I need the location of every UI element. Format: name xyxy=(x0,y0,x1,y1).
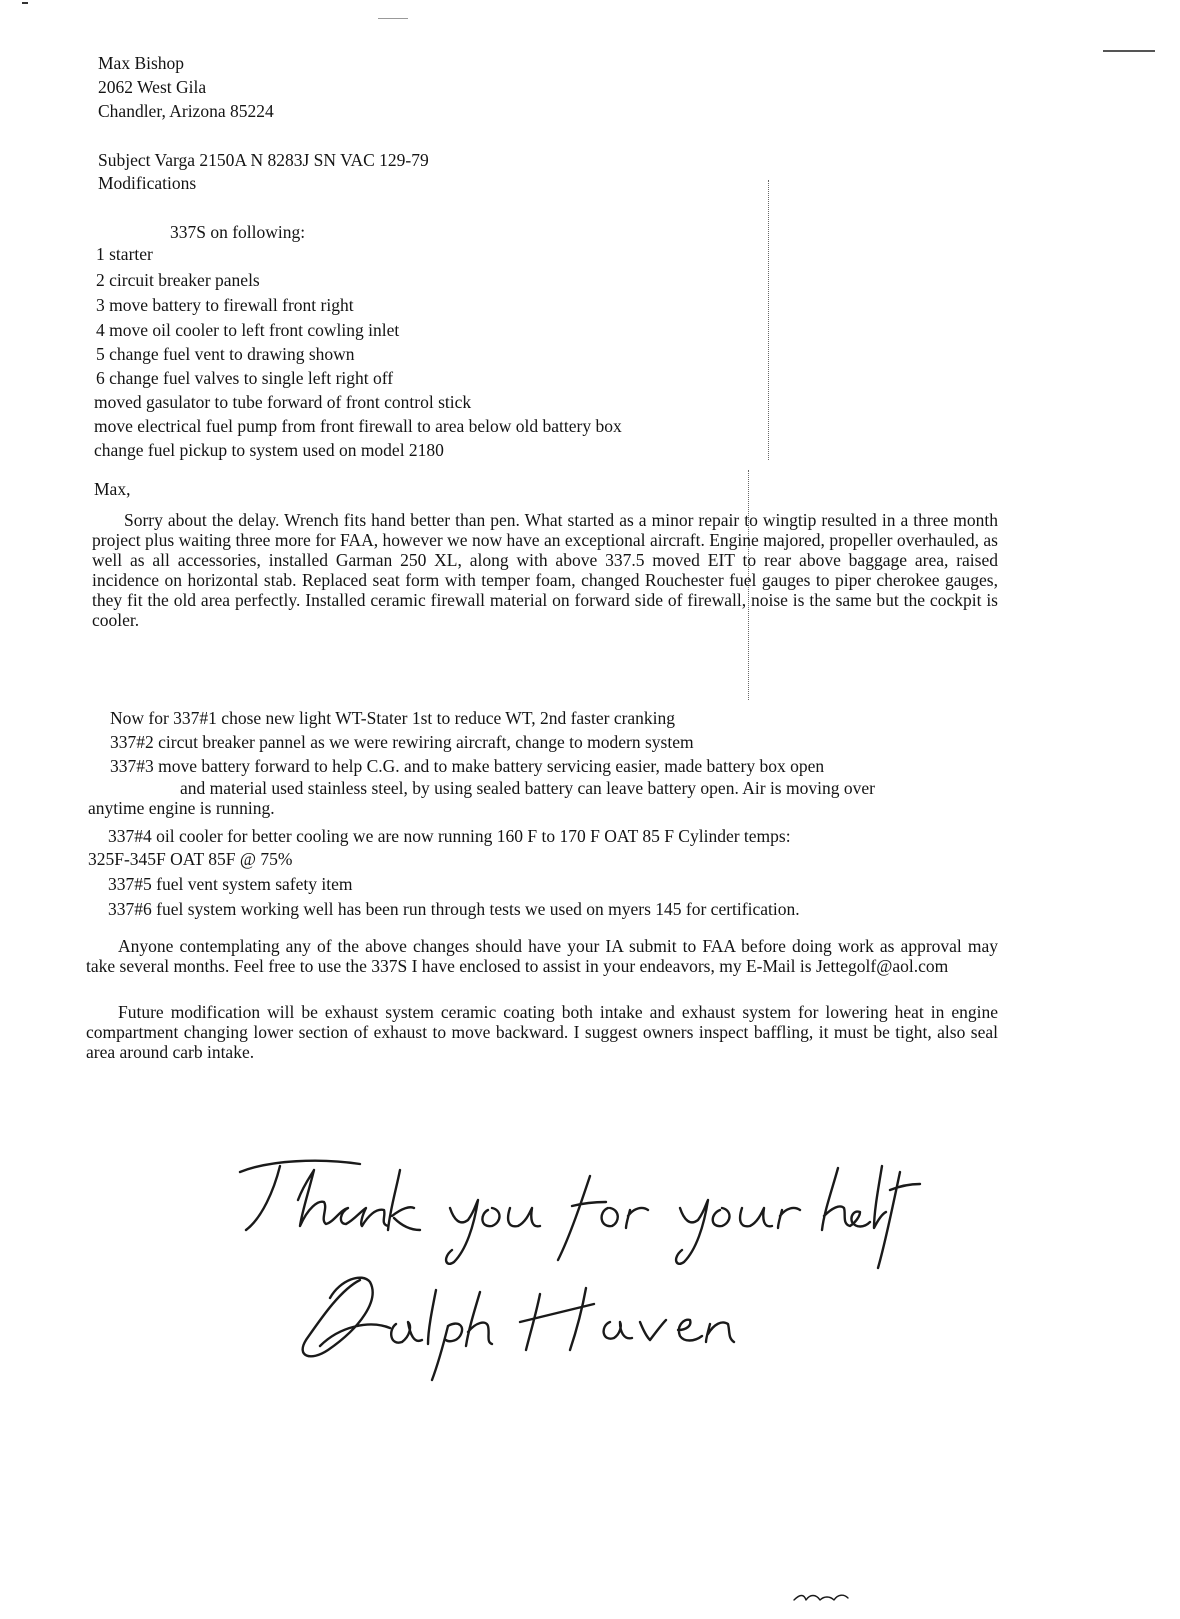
scan-speck xyxy=(22,2,28,4)
sender-city: Chandler, Arizona 85224 xyxy=(98,101,274,121)
salutation: Max, xyxy=(94,479,131,499)
note-337-5: 337#5 fuel vent system safety item xyxy=(108,874,353,894)
note-337-4: 337#4 oil cooler for better cooling we are now running 160 F to 170 F OAT 85 F Cylinder temps: xyxy=(108,826,791,846)
list-item: change fuel pickup to system used on model 2180 xyxy=(94,440,444,460)
body-paragraph: Anyone contemplating any of the above changes should have your IA submit to FAA before doing work as approval may take several months. Feel free to use the 337S I have enclosed to assist in your endeavors, my E-Mail is Jettegolf@aol.com xyxy=(86,936,998,976)
list-item: move electrical fuel pump from front firewall to area below old battery box xyxy=(94,416,622,436)
handwritten-mark xyxy=(792,1588,852,1608)
list-item: 5 change fuel vent to drawing shown xyxy=(96,344,355,364)
subject-line: Subject Varga 2150A N 8283J SN VAC 129-79 xyxy=(98,150,429,170)
list-item: 4 move oil cooler to left front cowling inlet xyxy=(96,320,400,340)
note-337-6: 337#6 fuel system working well has been run through tests we used on myers 145 for certification. xyxy=(108,899,800,919)
list-item: 1 starter xyxy=(96,244,153,264)
list-item: 3 move battery to firewall front right xyxy=(96,295,354,315)
note-337-4-cont: 325F-345F OAT 85F @ 75% xyxy=(88,849,293,869)
list-item: 2 circuit breaker panels xyxy=(96,270,260,290)
note-337-1: Now for 337#1 chose new light WT-Stater 1st to reduce WT, 2nd faster cranking xyxy=(110,708,676,728)
note-337-3-cont: anytime engine is running. xyxy=(88,798,275,818)
body-paragraph: Sorry about the delay. Wrench fits hand better than pen. What started as a minor repair to wingtip resulted in a three month project plus waiting three more for FAA, however we now have an exceptional aircraft. Engine majored, propeller overhauled, as well as all accessories, installed Garman 250 XL, along with above 337.5 moved EIT to rear above baggage area, raised incidence on horizontal stab. Replaced seat form with temper foam, changed Rouchester fuel gauges to piper cherokee gauges, they fit the old area perfectly. Installed ceramic firewall material on forward side of firewall, noise is the same but the cockpit is cooler. xyxy=(92,510,998,630)
note-337-3-cont: and material used stainless steel, by using sealed battery can leave battery open. Air is moving over xyxy=(180,778,875,798)
note-337-2: 337#2 circut breaker pannel as we were rewiring aircraft, change to modern system xyxy=(110,732,694,752)
scan-speck xyxy=(378,18,408,19)
sender-name: Max Bishop xyxy=(98,53,185,73)
scan-fold-line xyxy=(768,180,771,460)
list-intro: 337S on following: xyxy=(170,222,306,242)
body-paragraph: Future modification will be exhaust system ceramic coating both intake and exhaust system for lowering heat in engine compartment changing lower section of exhaust to move backward. I suggest owners inspect baffling, it must be tight, also seal area around carb intake. xyxy=(86,1002,998,1062)
list-item: 6 change fuel valves to single left right off xyxy=(96,368,394,388)
note-337-3: 337#3 move battery forward to help C.G. and to make battery servicing easier, made battery box open xyxy=(110,756,825,776)
subject-line-2: Modifications xyxy=(98,173,197,193)
scan-speck xyxy=(1103,50,1155,52)
list-item: moved gasulator to tube forward of front control stick xyxy=(94,392,472,412)
handwritten-closing-and-signature xyxy=(210,1150,970,1390)
sender-street: 2062 West Gila xyxy=(98,77,207,97)
